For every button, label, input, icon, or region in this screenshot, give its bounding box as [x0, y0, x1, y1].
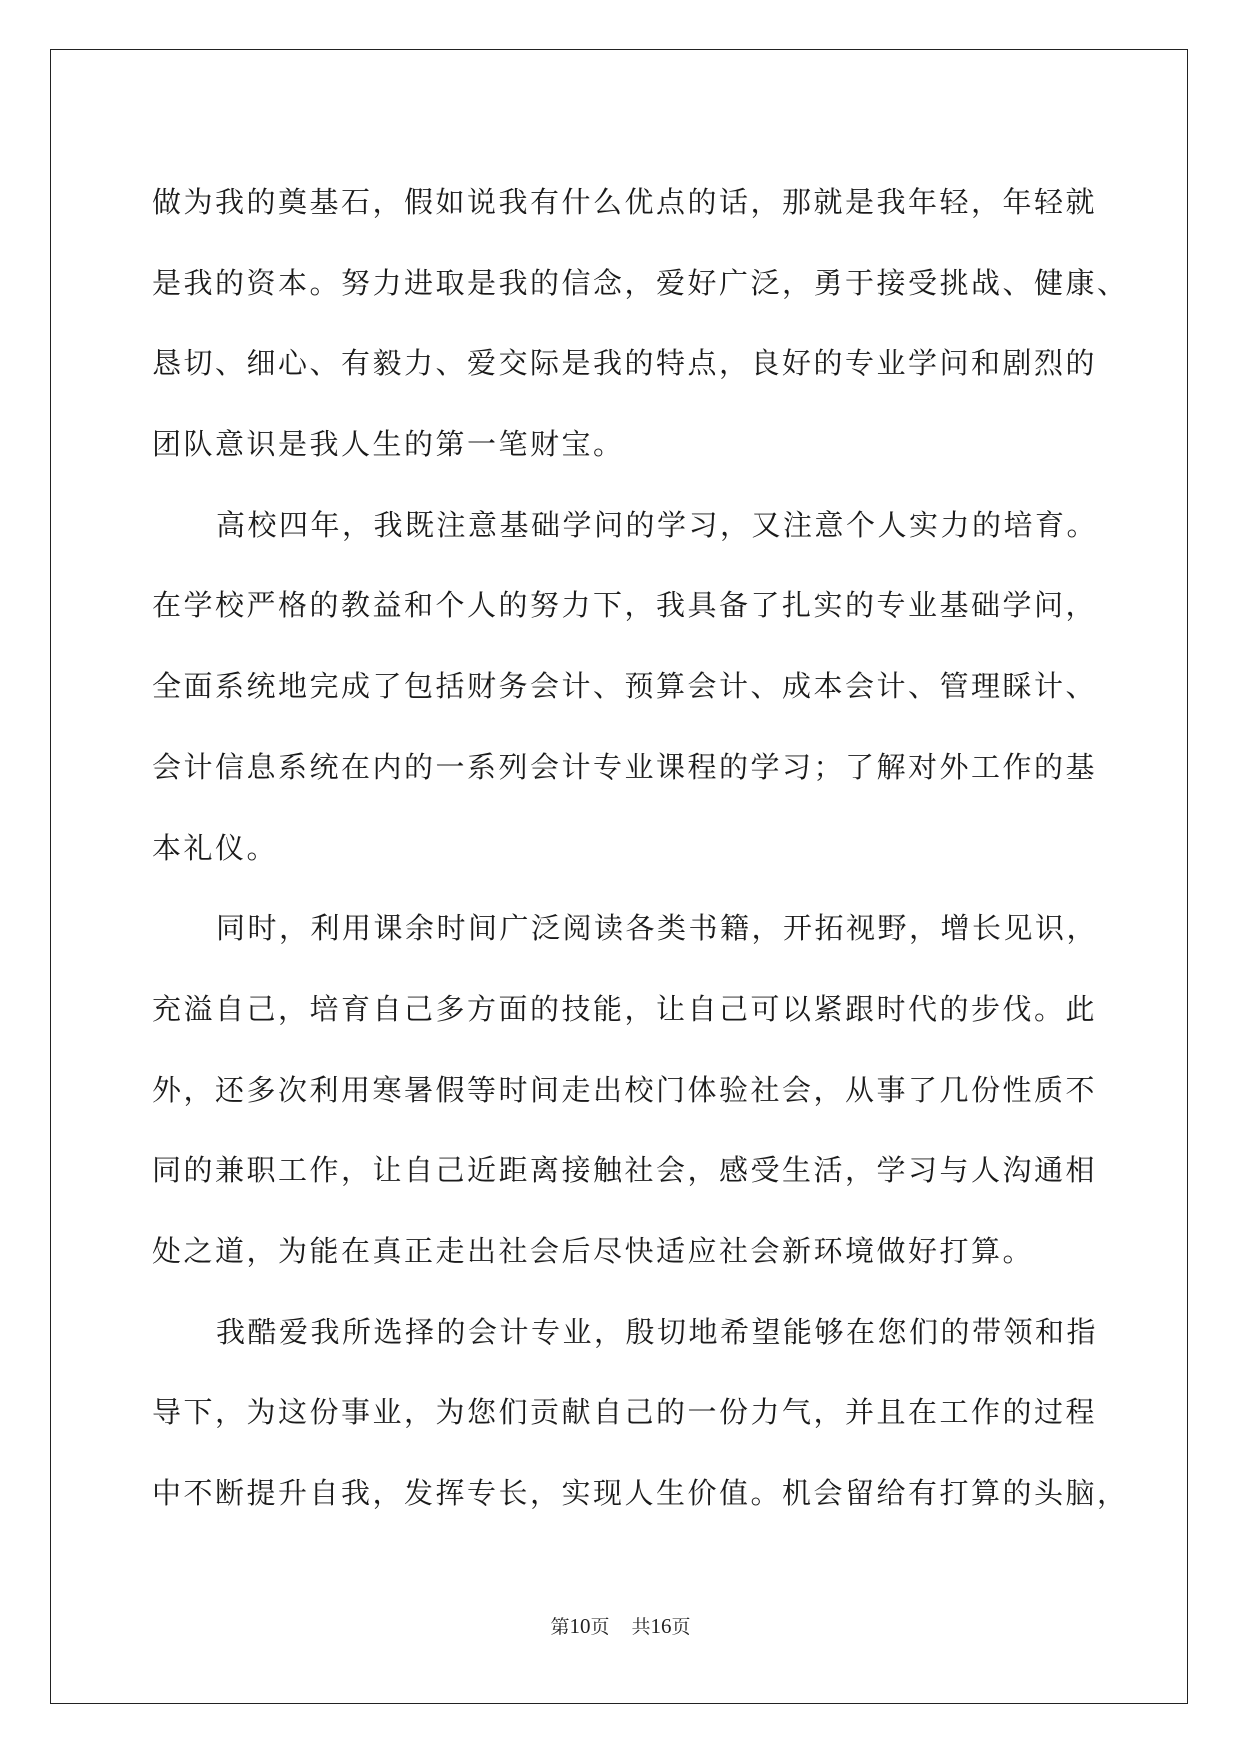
page-prefix: 第	[550, 1616, 570, 1638]
page-number: 10	[569, 1614, 591, 1638]
text-line: 全面系统地完成了包括财务会计、预算会计、成本会计、管理睬计、	[152, 669, 1098, 704]
text-line: 恳切、细心、有毅力、爱交际是我的特点，良好的专业学问和剧烈的	[152, 346, 1098, 381]
text-line: 中不断提升自我，发挥专长，实现人生价值。机会留给有打算的头脑，	[152, 1476, 1129, 1510]
document-body	[152, 162, 1129, 1534]
text-line: 外，还多次利用寒暑假等时间走出校门体验社会，从事了几份性质不	[152, 1072, 1098, 1107]
text-line: 做为我的奠基石，假如说我有什么优点的话，那就是我年轻，年轻就	[152, 185, 1098, 219]
paragraph-start-line: 我酷爱我所选择的会计专业，殷切地希望能够在您们的带领和指	[216, 1314, 1099, 1349]
text-line: 导下，为这份事业，为您们贡献自己的一份力气，并且在工作的过程	[152, 1395, 1098, 1430]
text-line: 充溢自己，培育自己多方面的技能，让自己可以紧跟时代的步伐。此	[152, 991, 1098, 1026]
text-line: 团队意识是我人生的第一笔财宝。	[152, 427, 625, 462]
total-suffix: 页	[671, 1616, 691, 1638]
page-suffix: 页	[590, 1616, 610, 1638]
text-line: 同的兼职工作，让自己近距离接触社会，感受生活，学习与人沟通相	[152, 1153, 1098, 1188]
paragraph-start-line: 同时，利用课余时间广泛阅读各类书籍，开拓视野，增长见识，	[216, 911, 1099, 946]
text-line: 处之道，为能在真正走出社会后尽快适应社会新环境做好打算。	[152, 1233, 1035, 1268]
text-line: 在学校严格的教益和个人的努力下，我具备了扎实的专业基础学问，	[152, 588, 1098, 623]
page-footer	[0, 1612, 1241, 1639]
total-prefix: 共	[631, 1616, 651, 1638]
text-line: 本礼仪。	[152, 830, 279, 865]
text-line: 是我的资本。努力进取是我的信念，爱好广泛，勇于接受挑战、健康、	[152, 265, 1129, 300]
text-line: 会计信息系统在内的一系列会计专业课程的学习；了解对外工作的基	[152, 749, 1098, 784]
paragraph-start-line: 高校四年，我既注意基础学问的学习，又注意个人实力的培育。	[216, 507, 1099, 542]
total-pages: 16	[650, 1614, 672, 1638]
